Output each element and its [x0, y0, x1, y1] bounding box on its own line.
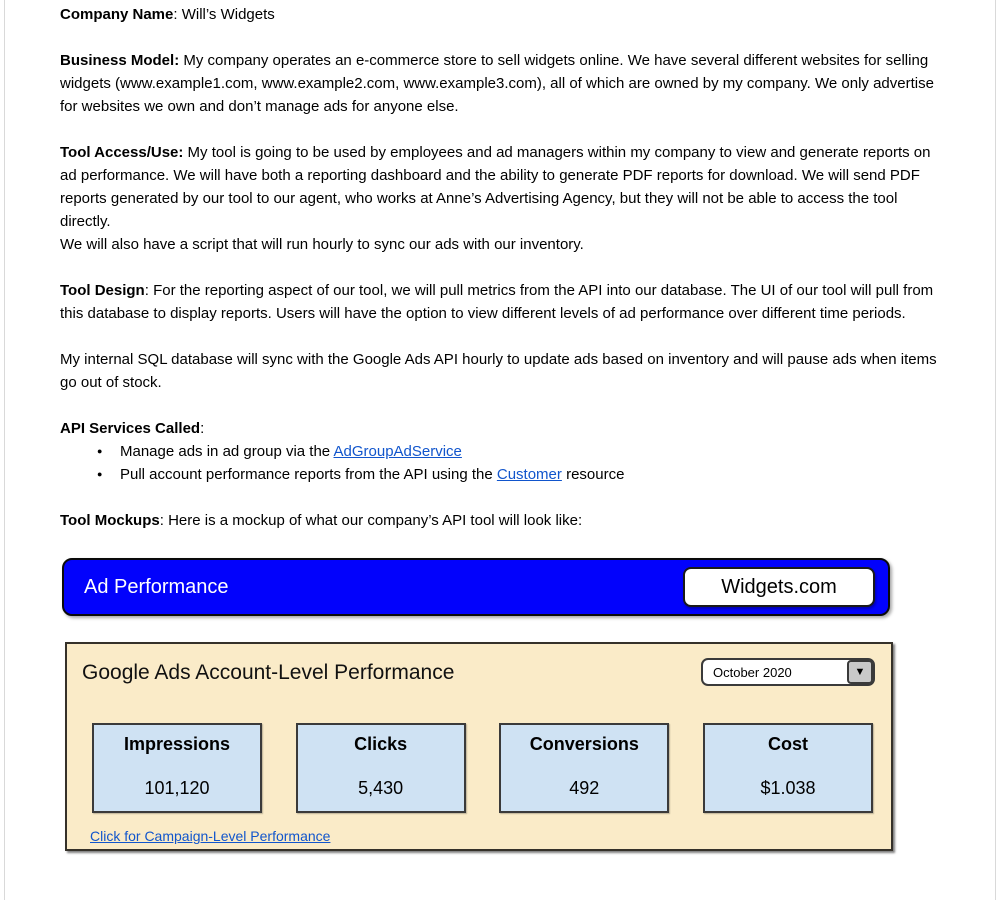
bullet-text-pre: Pull account performance reports from the API using the: [120, 466, 497, 483]
widgets-site-button[interactable]: Widgets.com: [683, 567, 875, 607]
account-performance-panel: [65, 642, 893, 851]
metric-cards-row: [82, 723, 875, 813]
company-name-value: : Will’s Widgets: [173, 6, 275, 23]
tool-mockups-label: Tool Mockups: [60, 512, 160, 529]
company-name-line: [60, 3, 941, 26]
customer-resource-link[interactable]: Customer: [496, 466, 562, 483]
metric-card-impressions: [92, 723, 262, 813]
metric-label: Cost: [767, 734, 808, 754]
tool-mockups-text: : Here is a mockup of what our company’s API tool will look like:: [159, 512, 583, 529]
tool-design-label: Tool Design: [60, 282, 145, 299]
document-content: [60, 3, 941, 851]
business-model-paragraph: [60, 49, 941, 118]
mockup-header-bar: [62, 558, 890, 616]
metric-value: $1.038: [760, 778, 816, 798]
month-dropdown-value: October 2020: [713, 664, 792, 680]
bullet-icon: ●: [97, 446, 103, 456]
tool-access-paragraph: [60, 141, 941, 256]
business-model-text: My company operates an e-commerce store to sell widgets online. We have several different websites for selling widgets (www.example1.com, www.example2.com, www.example3.com), all of which are owned by my company. We only advertise for websites we own and don’t manage ads for anyone else.: [60, 52, 934, 115]
list-item: [60, 463, 941, 486]
tool-mockups-line: [60, 509, 941, 532]
tool-access-extra-line: We will also have a script that will run hourly to sync our ads with our inventory.: [60, 236, 584, 253]
tool-access-text: My tool is going to be used by employees and ad managers within my company to view and generate reports on ad performance. We will have both a reporting dashboard and the ability to generate PDF reports for download. We will send PDF reports generated by our tool to our agent, who works at Anne’s Advertising Agency, but they will not be able to access the tool directly.: [60, 144, 931, 230]
api-services-label: API Services Called: [60, 420, 201, 437]
campaign-level-performance-link[interactable]: Click for Campaign-Level Performance: [90, 828, 331, 844]
metric-label: Conversions: [529, 734, 639, 754]
company-name-label: Company Name: [60, 6, 174, 23]
metric-label: Clicks: [354, 734, 408, 754]
metric-card-cost: [703, 723, 873, 813]
month-dropdown-button[interactable]: [847, 660, 873, 684]
panel-title: Google Ads Account-Level Performance: [82, 660, 455, 684]
list-item: [60, 440, 941, 463]
tool-design-text-2: My internal SQL database will sync with the Google Ads API hourly to update ads based on inventory and will pause ads when items go out of stock.: [60, 351, 937, 391]
bullet-icon: ●: [97, 469, 103, 479]
bullet-text: [120, 463, 624, 486]
bullet-text: [120, 440, 462, 463]
metric-card-conversions: [499, 723, 669, 813]
page-edge-left: [4, 0, 5, 900]
mockup-page-title: Ad Performance: [84, 575, 229, 598]
business-model-label: Business Model:: [60, 52, 180, 69]
panel-header-row: [82, 658, 875, 686]
page-edge-right: [995, 0, 996, 900]
metric-label: Impressions: [123, 734, 231, 754]
metric-value: 492: [569, 778, 600, 798]
metric-value: 101,120: [144, 778, 210, 798]
month-dropdown[interactable]: [701, 658, 875, 686]
bullet-text-pre: Manage ads in ad group via the: [120, 443, 334, 460]
metric-card-clicks: [296, 723, 466, 813]
tool-design-paragraph-2: [60, 348, 941, 394]
adgroupadservice-link[interactable]: AdGroupAdService: [333, 443, 462, 460]
tool-design-paragraph: [60, 279, 941, 325]
api-services-heading: [60, 417, 941, 440]
tool-access-label: Tool Access/Use:: [60, 144, 184, 161]
tool-design-text: : For the reporting aspect of our tool, we will pull metrics from the API into our database. The UI of our tool will pull from this database to display reports. Users will have the option to view different levels of ad performance over different time periods.: [60, 282, 934, 322]
api-services-colon: :: [200, 420, 205, 437]
bullet-text-post: resource: [561, 466, 625, 483]
api-services-bullet-list: [60, 440, 941, 486]
chevron-down-icon: ▼: [854, 665, 866, 678]
metric-value: 5,430: [358, 778, 404, 798]
